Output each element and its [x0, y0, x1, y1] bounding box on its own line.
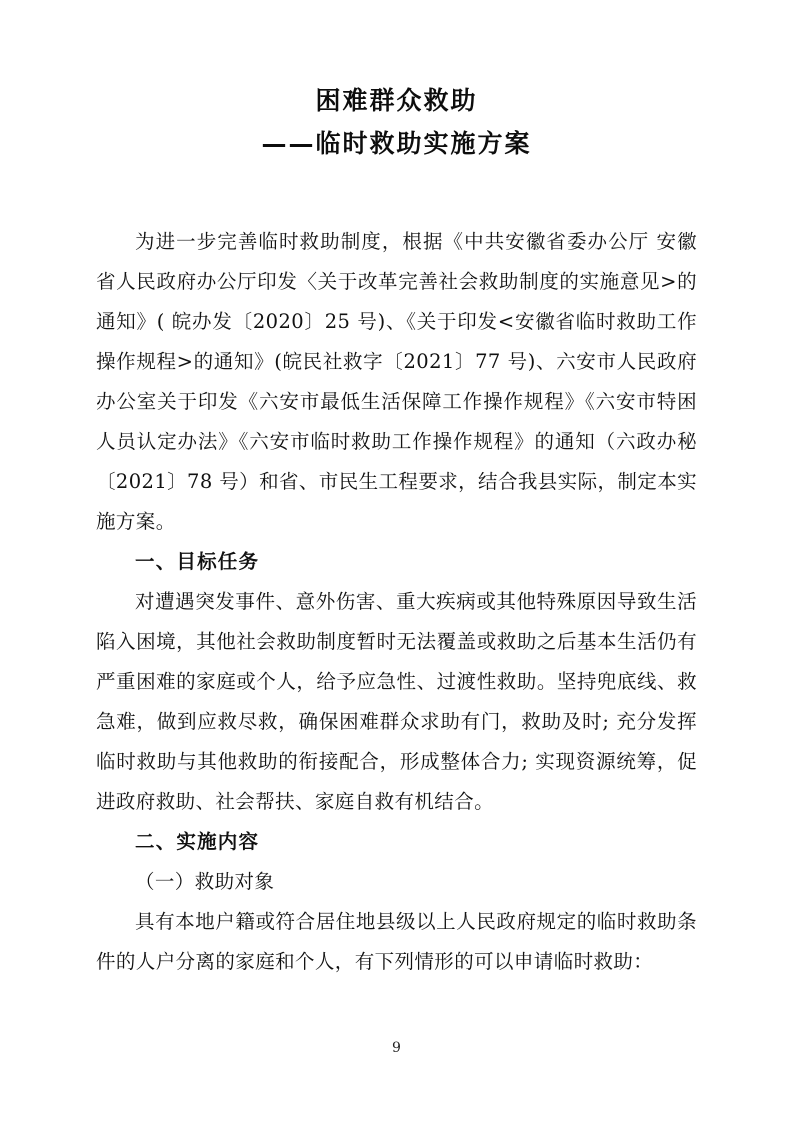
document-body	[96, 82, 697, 982]
section-heading-1: 一、目标任务	[135, 549, 260, 573]
paragraph-intro: 为进一步完善临时救助制度，根据《中共安徽省委办公厅 安徽省人民政府办公厅印发〈关于改革完善社会救助制度的实施意见>的通知》( 皖办发〔2020〕25 号)、《关于印发<安徽省临时救助工作操作规程>的通知》(皖民社救字〔2021〕77 号)、六安市人民政府办公室关于印发《六安市最低生活保障工作操作规程》《六安市特困人员认定办法》《六安市临时救助工作操作规程》的通知（六政办秘〔2021〕78 号）和省、市民生工程要求，结合我县实际，制定本实施方案。	[96, 229, 697, 533]
page-title	[96, 82, 697, 164]
paragraph-eligibility: 具有本地户籍或符合居住地县级以上人民政府规定的临时救助条件的人户分离的家庭和个人，有下列情形的可以申请临时救助：	[96, 909, 697, 973]
page-number: 9	[392, 1040, 401, 1056]
paragraph-objective: 对遭遇突发事件、意外伤害、重大疾病或其他特殊原因导致生活陷入困境，其他社会救助制度暂时无法覆盖或救助之后基本生活仍有严重困难的家庭或个人，给予应急性、过渡性救助。坚持兜底线、救急难，做到应救尽救，确保困难群众求助有门，救助及时; 充分发挥临时救助与其他救助的衔接配合，形成整体合力; 实现资源统筹，促进政府救助、社会帮扶、家庭自救有机结合。	[96, 589, 697, 813]
title-line-1: 困难群众救助	[315, 86, 478, 115]
paragraph-list	[96, 222, 697, 982]
section-heading-2: 二、实施内容	[135, 829, 260, 853]
title-line-2: ——临时救助实施方案	[261, 128, 532, 158]
subsection-heading-1: （一）救助对象	[135, 869, 275, 893]
